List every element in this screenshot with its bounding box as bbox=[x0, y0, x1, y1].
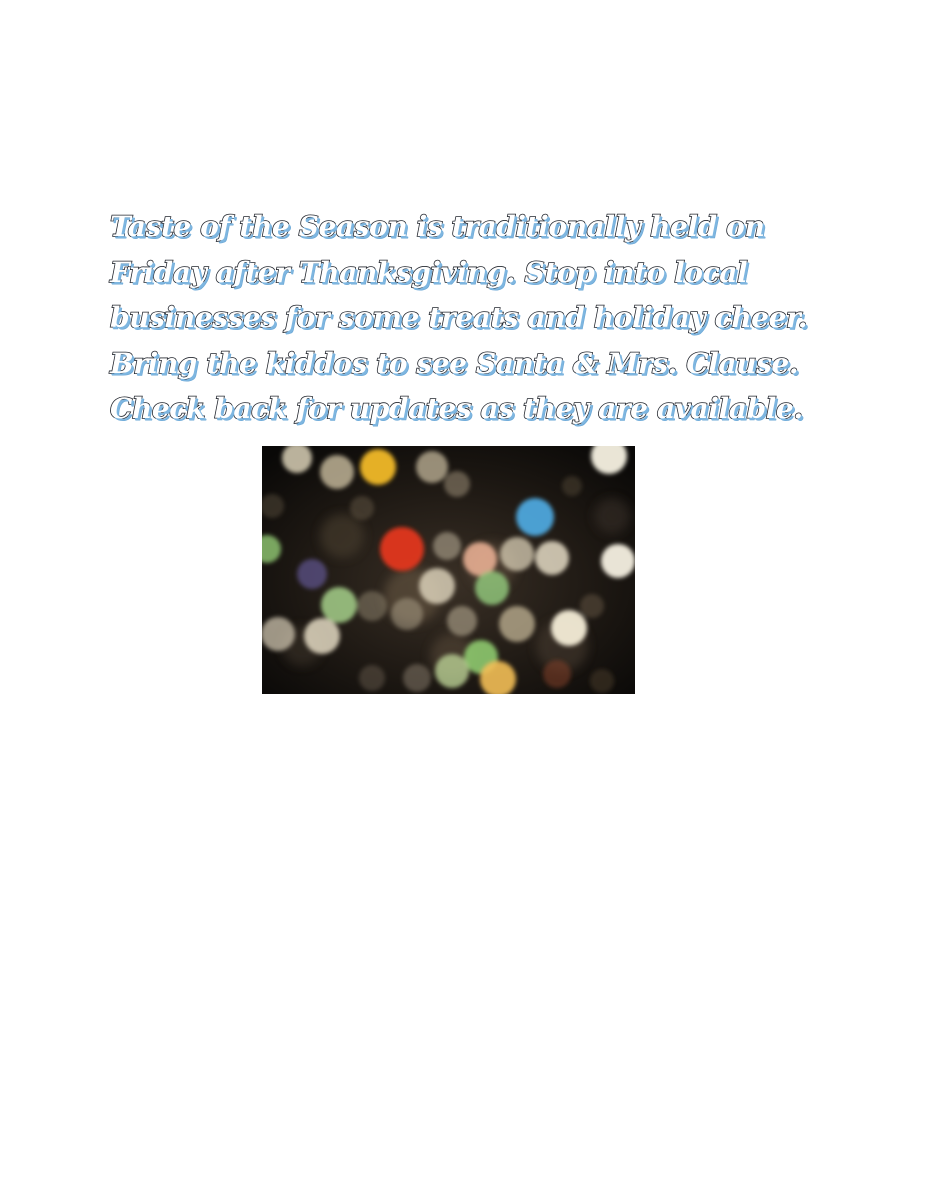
bokeh-lights-photo bbox=[262, 446, 635, 694]
announcement-line-5: Check back for updates as they are available. bbox=[110, 392, 803, 425]
announcement-line-4: Bring the kiddos to see Santa & Mrs. Clause. bbox=[110, 346, 799, 380]
announcement-line-1: Taste of the Season is traditionally held on bbox=[110, 210, 765, 243]
announcement-line-2: Friday after Thanksgiving. Stop into local bbox=[110, 255, 748, 289]
announcement-line-3: businesses for some treats and holiday cheer. bbox=[110, 301, 808, 334]
bokeh-lights-image bbox=[262, 446, 635, 694]
announcement-text bbox=[110, 204, 810, 432]
